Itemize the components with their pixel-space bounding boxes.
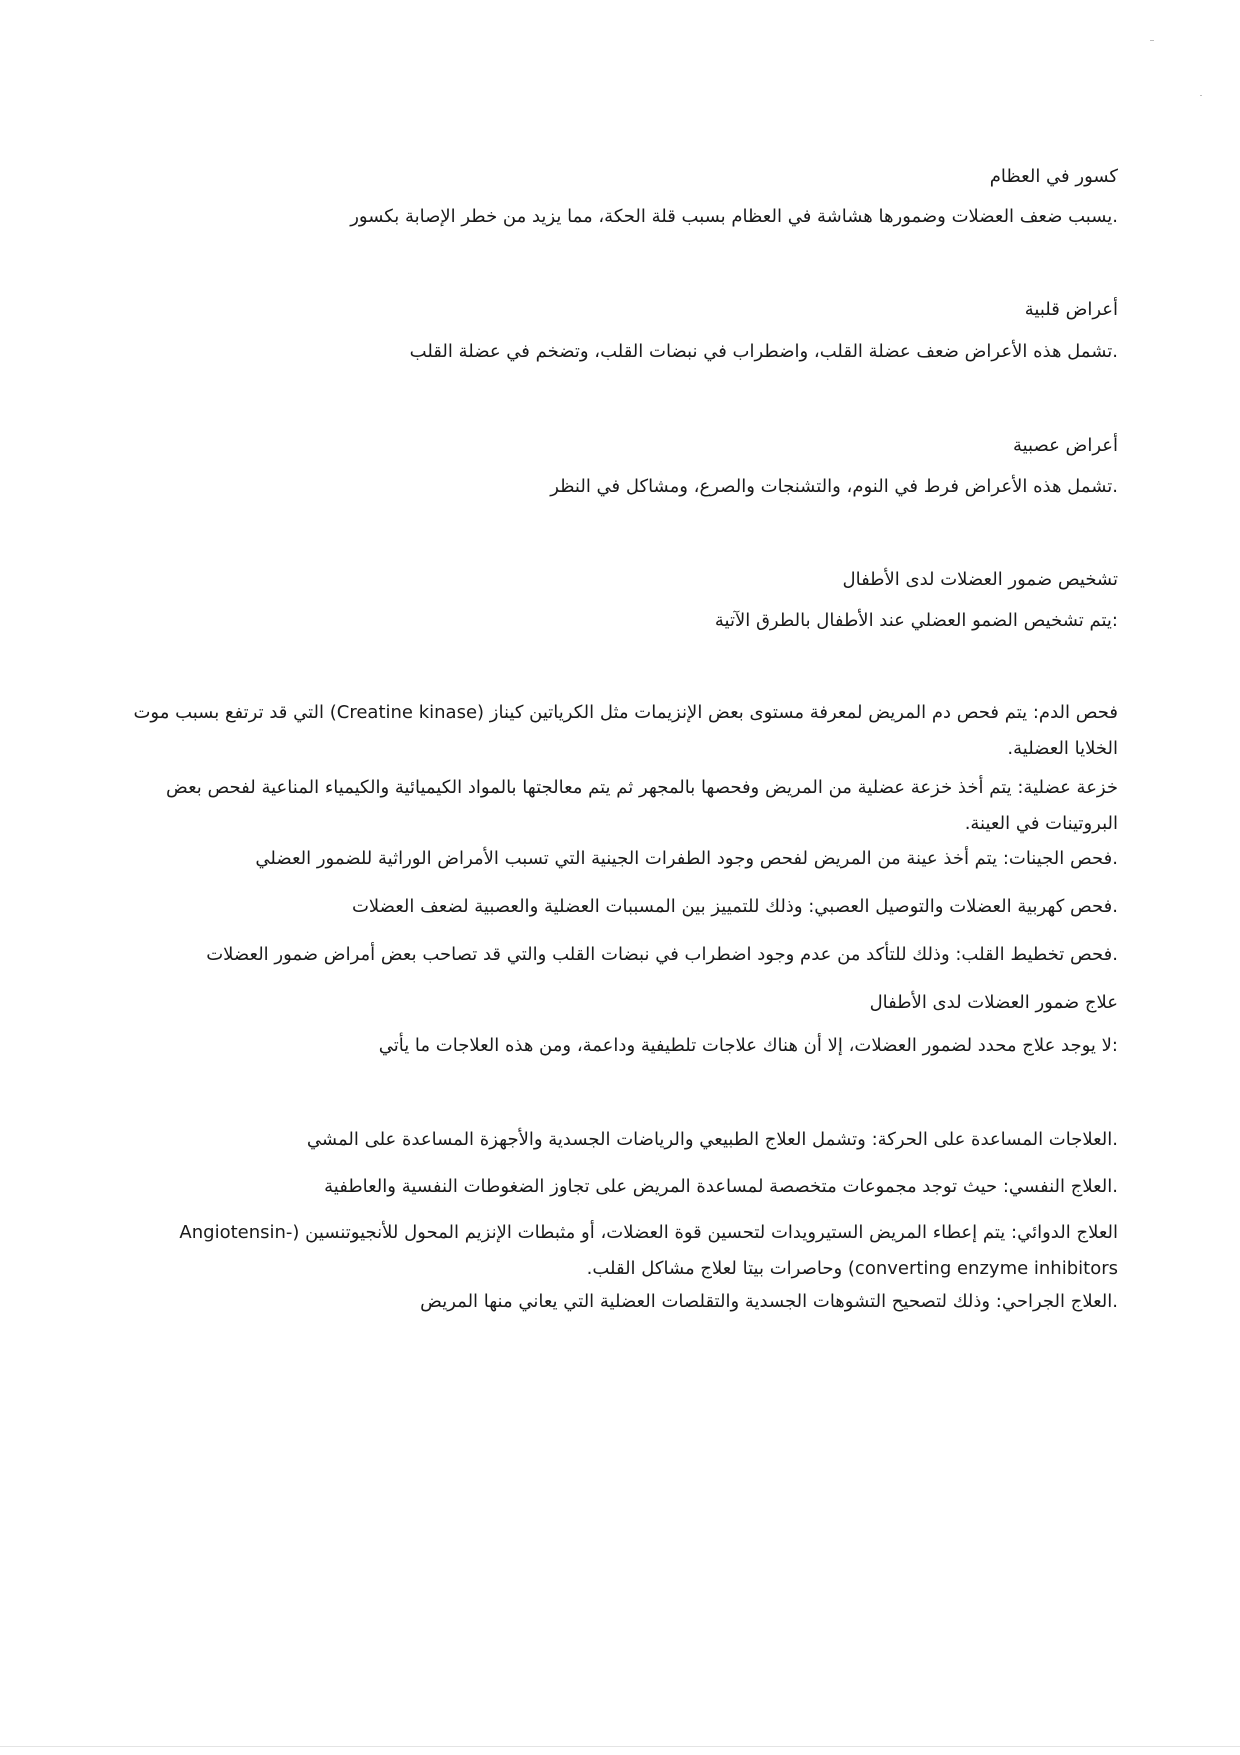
scan-edge-line [0,1746,1240,1747]
diagnosis-item-blood-test: فحص الدم: يتم فحص دم المريض لمعرفة مستوى بعض الإنزيمات مثل الكرياتين كيناز (Creatine kinase) التي قد ترتفع بسبب موت الخلايا العضلية. [133,702,1118,759]
section-body-cardiac-symptoms: .تشمل هذه الأعراض ضعف عضلة القلب، واضطراب في نبضات القلب، وتضخم في عضلة القلب [409,341,1118,362]
section-heading-bone-fractures: كسور في العظام [989,166,1118,187]
diagnosis-item-ecg-test: .فحص تخطيط القلب: وذلك للتأكد من عدم وجود اضطراب في نبضات القلب والتي قد تصاحب بعض أمراض ضمور العضلات [206,944,1118,965]
treatment-item-mobility: .العلاجات المساعدة على الحركة: وتشمل العلاج الطبيعي والرياضات الجسدية والأجهزة المساعدة على المشي [306,1129,1118,1150]
treatment-heading: علاج ضمور العضلات لدى الأطفال [869,992,1118,1013]
treatment-intro: :لا يوجد علاج محدد لضمور العضلات، إلا أن هناك علاجات تلطيفية وداعمة، ومن هذه العلاجات ما يأتي [378,1035,1118,1056]
scan-speck [1150,40,1154,41]
treatment-item-medication: العلاج الدوائي: يتم إعطاء المريض الستيرويدات لتحسين قوة العضلات، أو مثبطات الإنزيم المحول للأنجيوتنسين (Angiotensin-converting enzyme inhibitors) وحاصرات بيتا لعلاج مشاكل القلب. [179,1222,1118,1279]
scan-speck [1200,95,1202,96]
section-heading-neurological-symptoms: أعراض عصبية [1012,435,1118,456]
diagnosis-item-genetic-test: .فحص الجينات: يتم أخذ عينة من المريض لفحص وجود الطفرات الجينية التي تسبب الأمراض الوراثية للضمور العضلي [255,848,1118,869]
section-body-diagnosis: :يتم تشخيص الضمو العضلي عند الأطفال بالطرق الآتية [714,610,1118,631]
section-body-neurological-symptoms: .تشمل هذه الأعراض فرط في النوم، والتشنجات والصرع، ومشاكل في النظر [550,476,1118,497]
section-body-bone-fractures: .يسبب ضعف العضلات وضمورها هشاشة في العظام بسبب قلة الحكة، مما يزيد من خطر الإصابة بكسور [350,206,1118,227]
section-heading-diagnosis: تشخيص ضمور العضلات لدى الأطفال [842,569,1118,590]
section-heading-cardiac-symptoms: أعراض قلبية [1024,299,1118,320]
treatment-item-surgical: .العلاج الجراحي: وذلك لتصحيح التشوهات الجسدية والتقلصات العضلية التي يعاني منها المريض [420,1291,1118,1312]
diagnosis-item-muscle-biopsy: خزعة عضلية: يتم أخذ خزعة عضلية من المريض وفحصها بالمجهر ثم يتم معالجتها بالمواد الكيميائية والكيمياء المناعية لفحص بعض البروتينات في العينة. [166,777,1118,834]
treatment-item-psychological: .العلاج النفسي: حيث توجد مجموعات متخصصة لمساعدة المريض على تجاوز الضغوطات النفسية والعاطفية [324,1176,1118,1197]
diagnosis-item-emg-test: .فحص كهربية العضلات والتوصيل العصبي: وذلك للتمييز بين المسببات العضلية والعصبية لضعف العضلات [351,896,1118,917]
